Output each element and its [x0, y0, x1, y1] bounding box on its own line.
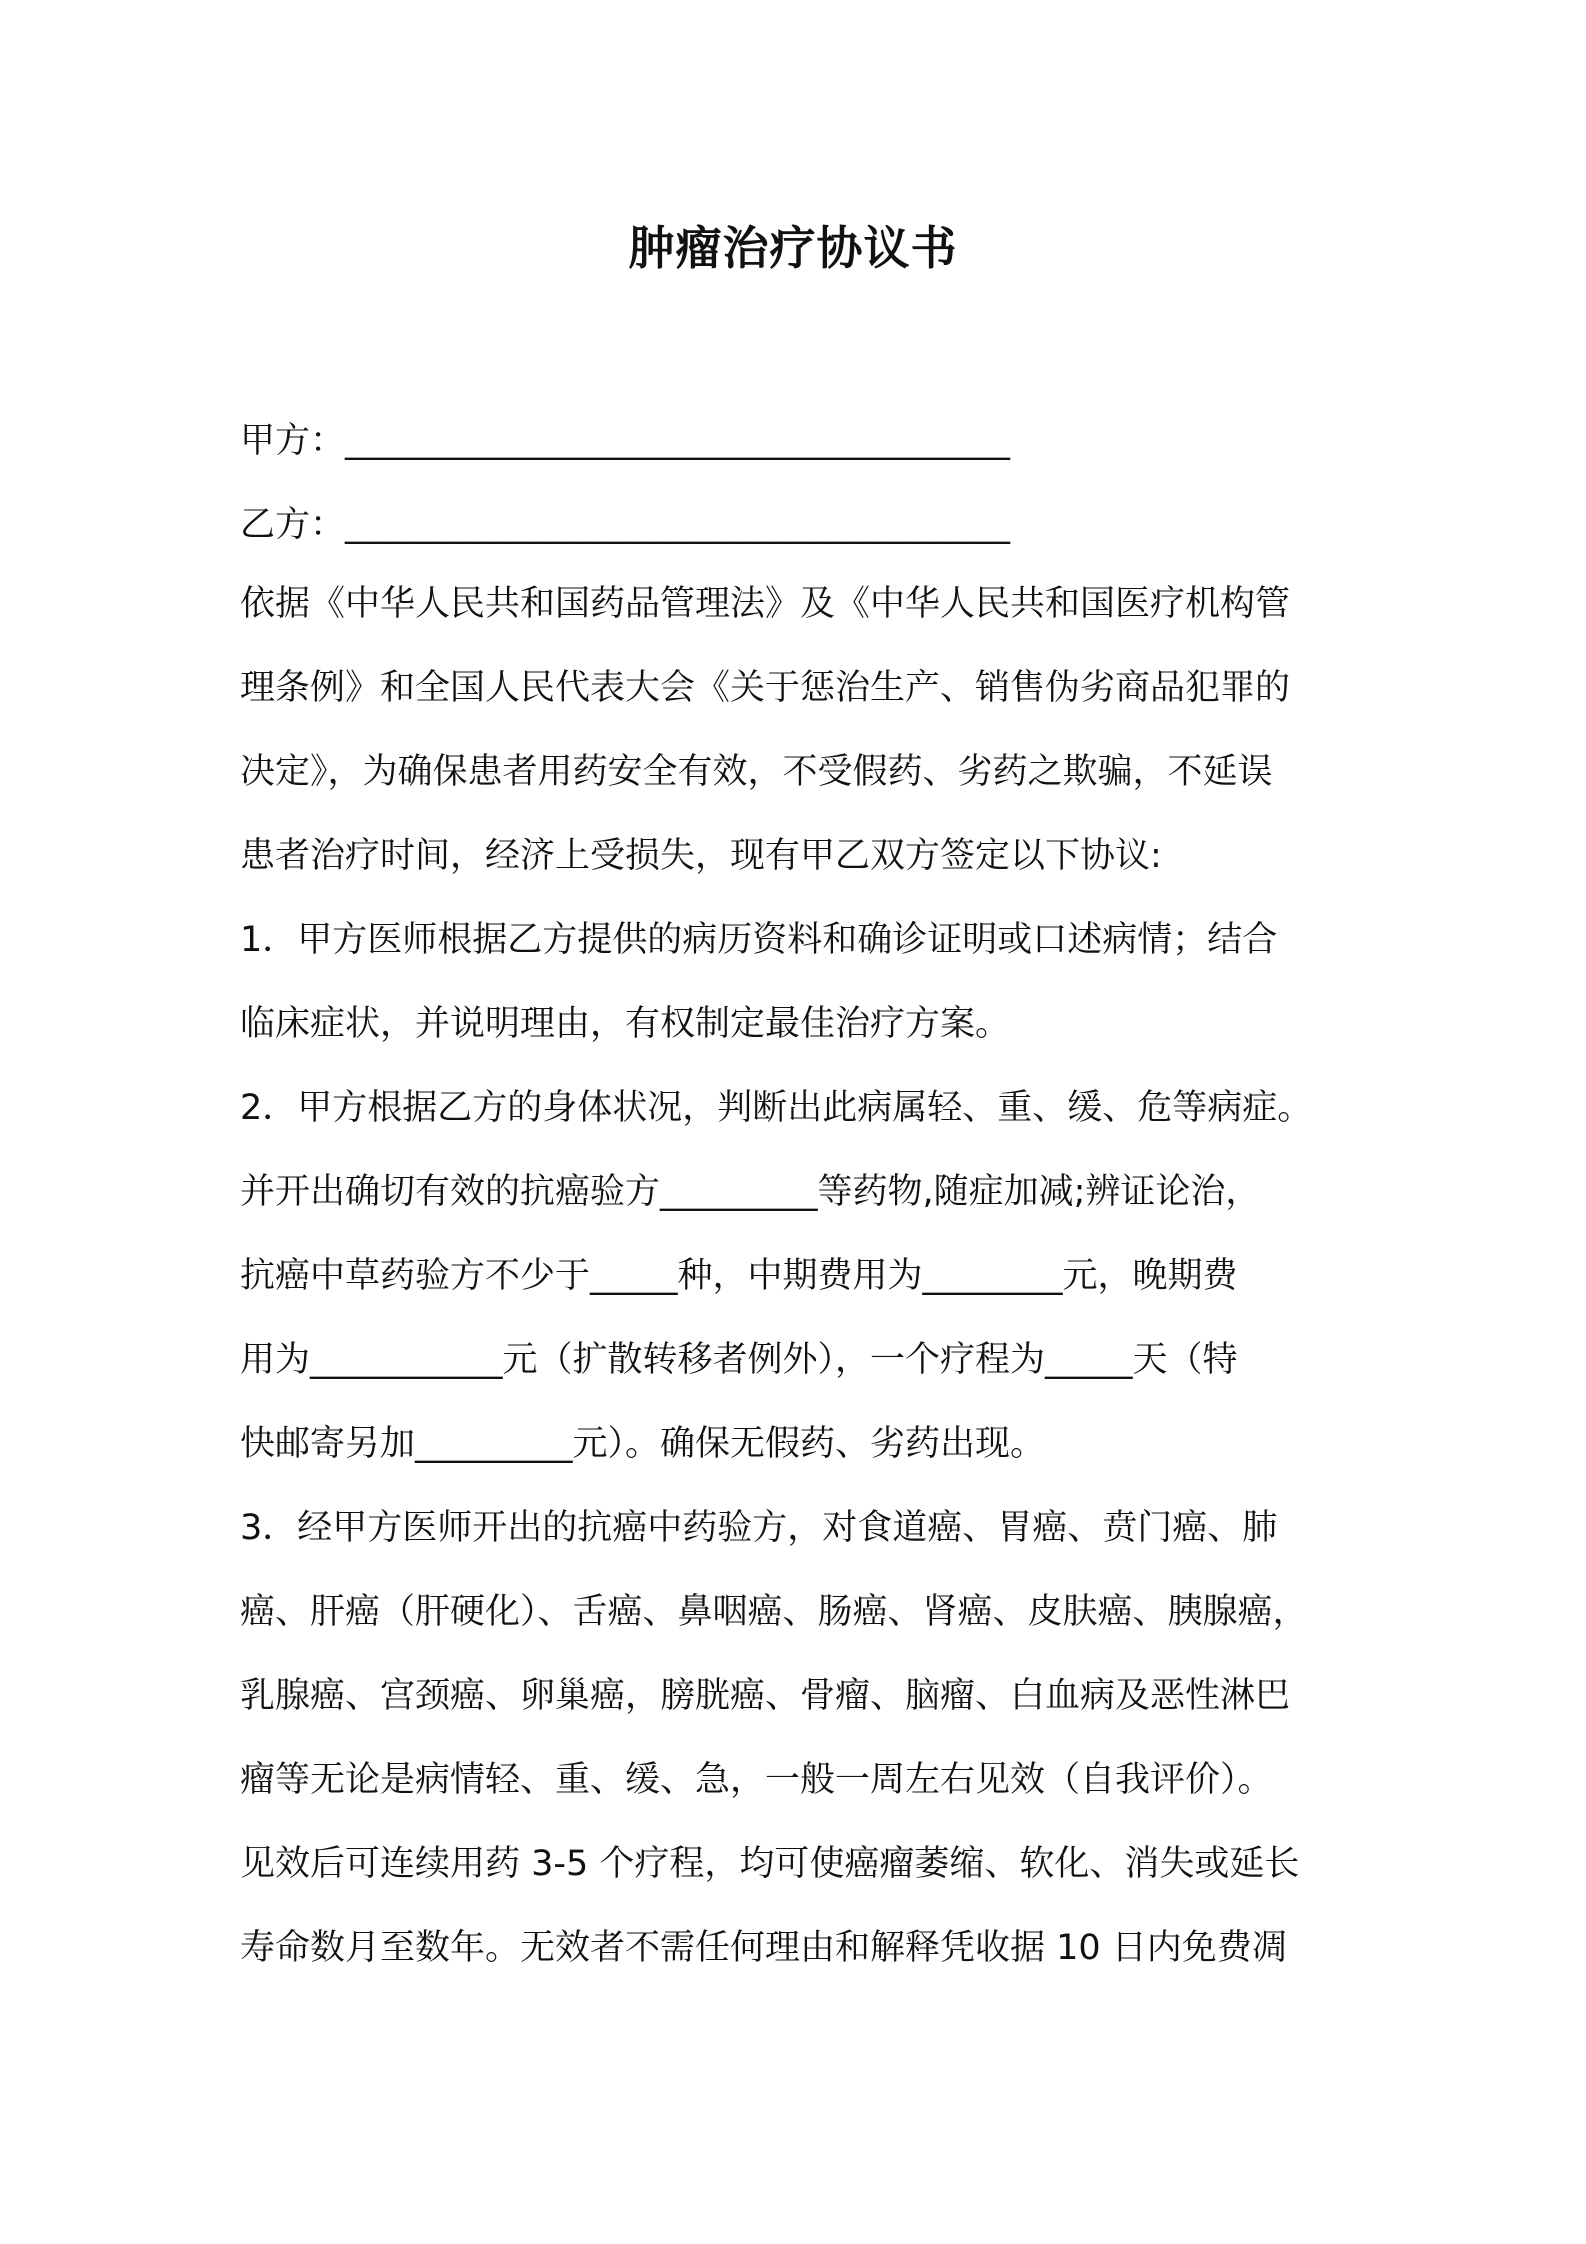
clause-3-line: 乳腺癌、宫颈癌、卵巢癌，膀胱癌、骨瘤、脑瘤、白血病及恶性淋巴	[240, 1676, 1291, 1716]
clause-3-line: 瘤等无论是病情轻、重、缓、急，一般一周左右见效（自我评价）。	[240, 1760, 1273, 1800]
clause-2-line: 并开出确切有效的抗癌验方_________等药物,随症加减;辨证论治，	[240, 1172, 1261, 1212]
party-a-line: 甲方：______________________________________	[240, 421, 1011, 461]
paragraph-line: 依据《中华人民共和国药品管理法》及《中华人民共和国医疗机构管	[240, 584, 1291, 624]
paragraph-line: 理条例》和全国人民代表大会《关于惩治生产、销售伪劣商品犯罪的	[240, 668, 1291, 708]
clause-2-line: 抗癌中草药验方不少于_____种，中期费用为________元，晚期费	[240, 1256, 1238, 1296]
clause-3-line: 见效后可连续用药 3-5 个疗程，均可使癌瘤萎缩、软化、消失或延长	[240, 1844, 1300, 1884]
clause-2-line: 2．甲方根据乙方的身体状况，判断出此病属轻、重、缓、危等病症。	[240, 1088, 1313, 1128]
clause-3-line: 3．经甲方医师开出的抗癌中药验方，对食道癌、胃癌、贲门癌、肺	[240, 1508, 1278, 1548]
clause-2-line: 快邮寄另加_________元）。确保无假药、劣药出现。	[240, 1424, 1046, 1464]
paragraph-line: 决定》，为确保患者用药安全有效，不受假药、劣药之欺骗，不延误	[240, 752, 1273, 792]
clause-1-line: 临床症状，并说明理由，有权制定最佳治疗方案。	[240, 1004, 1011, 1044]
clause-3-line: 寿命数月至数年。无效者不需任何理由和解释凭收据 10 日内免费凋	[240, 1928, 1287, 1968]
paragraph-line: 患者治疗时间，经济上受损失，现有甲乙双方签定以下协议:	[240, 836, 1162, 876]
clause-1-line: 1．甲方医师根据乙方提供的病历资料和确诊证明或口述病情；结合	[240, 920, 1278, 960]
clause-2-line: 用为___________元（扩散转移者例外），一个疗程为_____天（特	[240, 1340, 1238, 1380]
document-title: 肿瘤治疗协议书	[628, 221, 958, 275]
party-b-line: 乙方：______________________________________	[240, 505, 1011, 545]
clause-3-line: 癌、肝癌（肝硬化）、舌癌、鼻咽癌、肠癌、肾癌、皮肤癌、胰腺癌，	[240, 1592, 1308, 1632]
